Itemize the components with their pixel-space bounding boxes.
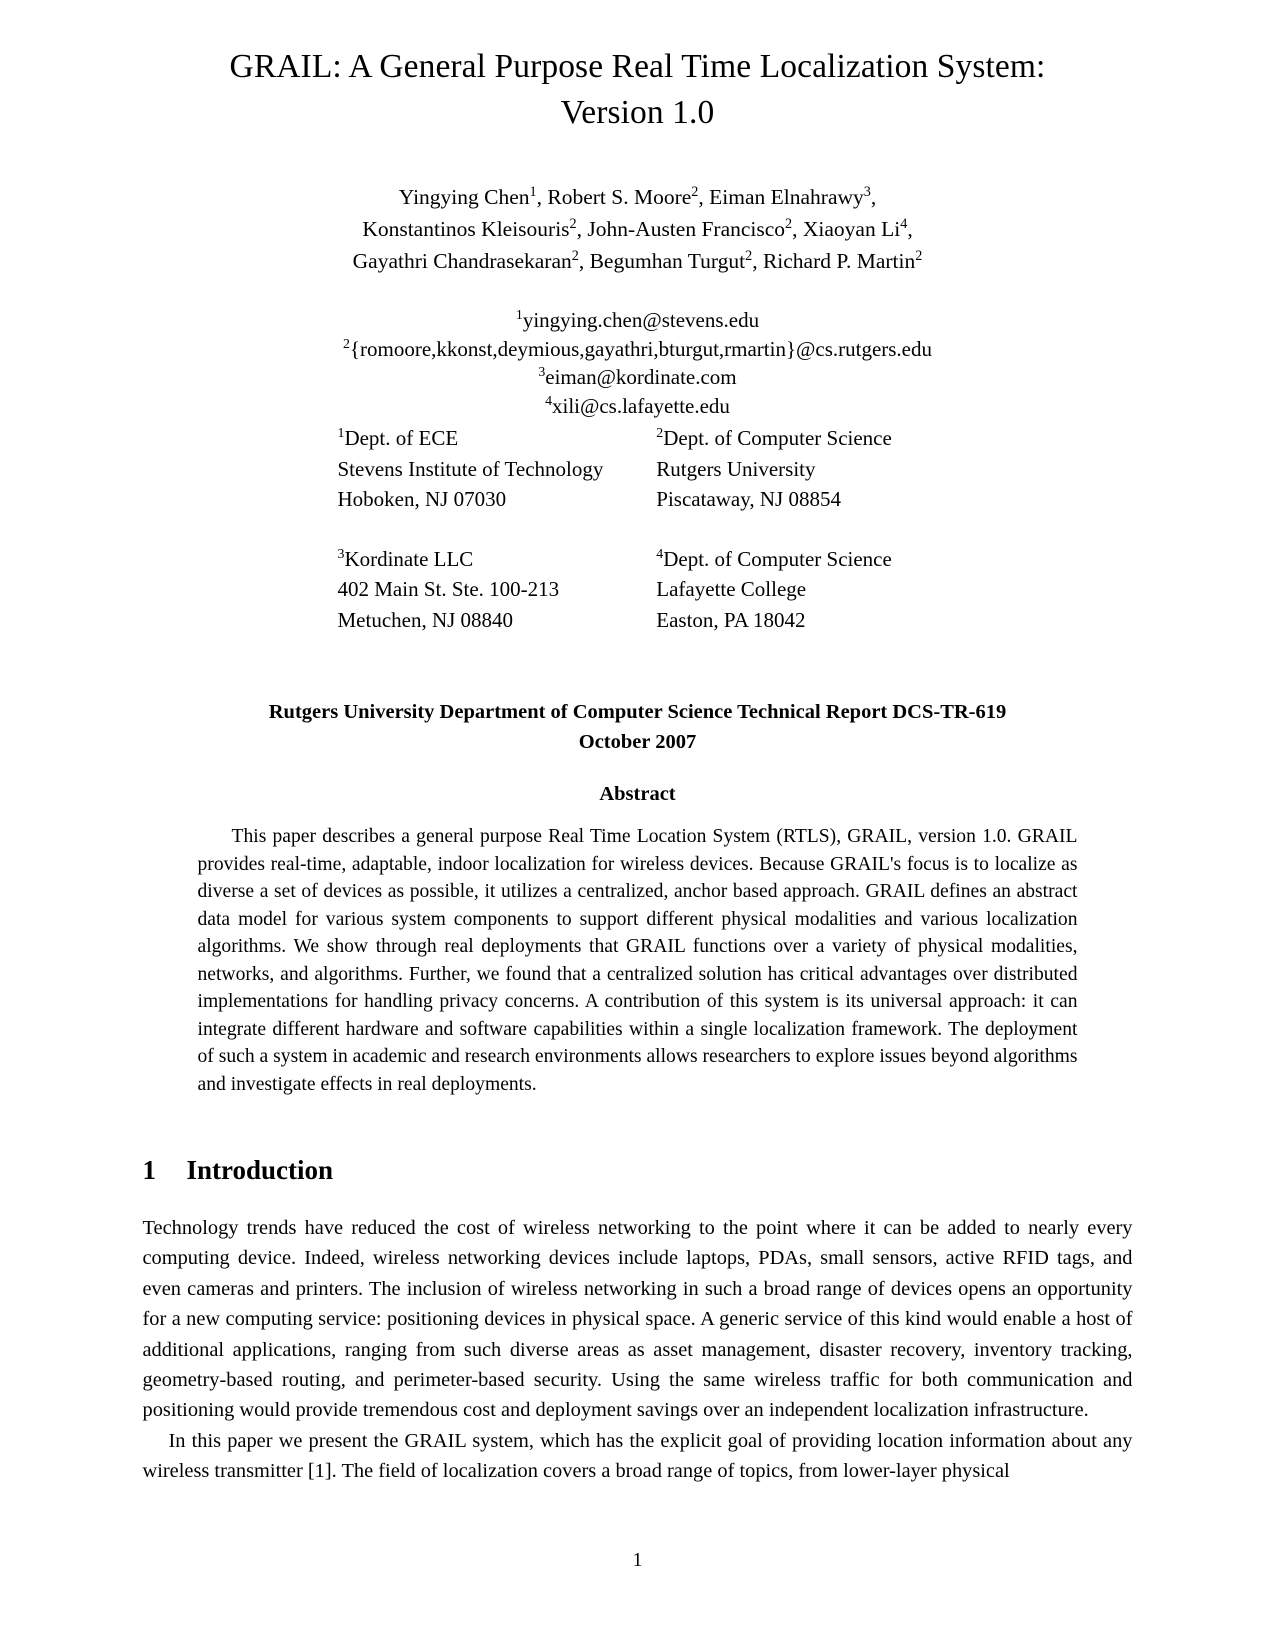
paragraph: Technology trends have reduced the cost of wireless networking to the point where it can be added to nearly every computing device. Indeed, wireless networking devices include laptops, PDAs, small sensors, active RFID tags, and even cameras and printers. The inclusion of wireless networking in such a broad range of devices opens an opportunity for a new computing service: positioning devices in physical space. A generic service of this kind would enable a host of additional applications, ranging from such diverse areas as asset management, disaster recovery, inventory tracking, geometry-based routing, and perimeter-based security. Using the same wireless traffic for both communication and positioning would provide tremendous cost and deployment savings over an independent localization infrastructure.	[142, 1217, 1133, 1422]
author-affiliation-marker: 2	[915, 247, 923, 264]
report-id: Rutgers University Department of Computer Science Technical Report DCS-TR-619	[268, 701, 1007, 723]
affiliation-row	[338, 423, 948, 515]
email-entry	[0, 363, 1275, 392]
email-entry	[0, 306, 1275, 335]
abstract-heading: Abstract	[599, 783, 676, 805]
abstract-body: This paper describes a general purpose Real Time Location System (RTLS), GRAIL, version 1.0. GRAIL provides real-time, adaptable, indoor localization for wireless devices. Because GRAIL's focus is to localize as diverse a set of devices as possible, it utilizes a centralized, anchor based approach. GRAIL defines an abstract data model for various system components to support different physical modalities and various localization algorithms. We show through real deployments that GRAIL functions over a variety of physical modalities, networks, and algorithms. Further, we found that a centralized solution has critical advantages over distributed implementations for handling privacy concerns. A contribution of this system is its universal approach: it can integrate different hardware and software capabilities within a single localization framework. The deployment of such a system in academic and research environments allows researchers to explore issues beyond algorithms and investigate effects in real deployments.	[197, 826, 1078, 1095]
affiliation-left	[338, 423, 657, 515]
affiliation-department: $^3$Kordinate LLC	[337, 545, 474, 571]
affiliation-department: $^2$Dept. of Computer Science	[656, 425, 892, 450]
section-heading-introduction	[143, 1153, 1133, 1187]
affiliation-institution: Lafayette College	[656, 577, 807, 601]
affiliation-marker: 2	[656, 425, 664, 440]
author-name: John-Austen Francisco	[587, 217, 786, 241]
affiliation-institution: Rutgers University	[656, 456, 816, 481]
author-name: Eiman Elnahrawy	[709, 185, 864, 209]
affiliation-department: $^4$Dept. of Computer Science	[656, 545, 892, 571]
author-row-2: Konstantinos Kleisouris$^2$, John-Austen Francisco$^2$, Xiaoyan Li$^4$,	[362, 215, 913, 241]
affiliation-department: $^1$Dept. of ECE	[337, 425, 459, 450]
email-address: eiman@kordinate.com	[545, 365, 737, 389]
affiliation-city: Piscataway, NJ 08854	[656, 487, 841, 511]
affiliation-left	[338, 544, 657, 636]
affiliation-city: Easton, PA 18042	[656, 607, 806, 632]
section-title: Introduction	[186, 1155, 334, 1185]
affiliation-city: Metuchen, NJ 08840	[337, 607, 514, 632]
email-list	[0, 306, 1275, 420]
author-name: Robert S. Moore	[547, 185, 692, 209]
affiliation-institution: Stevens Institute of Technology	[337, 456, 604, 481]
author-affiliation-marker: 3	[863, 183, 871, 200]
author-affiliation-marker: 2	[691, 183, 699, 200]
email-entry	[0, 335, 1275, 364]
author-affiliation-marker: 4	[900, 215, 908, 232]
affiliation-city: Hoboken, NJ 07030	[337, 487, 507, 511]
author-affiliation-marker: 2	[571, 247, 579, 264]
email-affiliation-marker: 2	[342, 335, 350, 351]
author-affiliation-marker: 2	[745, 247, 753, 264]
affiliation-block	[328, 423, 948, 635]
page-number: 1	[632, 1550, 643, 1571]
author-affiliation-marker: 1	[529, 183, 537, 200]
author-name: Yingying Chen	[398, 185, 530, 209]
affiliation-institution: 402 Main St. Ste. 100-213	[337, 577, 560, 601]
author-affiliation-marker: 2	[569, 215, 577, 232]
author-name: Gayathri Chandrasekaran	[352, 249, 572, 273]
body-column	[143, 1213, 1133, 1487]
page-title	[0, 0, 1275, 136]
email-address: {romoore,kkonst,deymious,gayathri,bturgut,rmartin}@cs.rutgers.edu	[349, 336, 933, 361]
email-affiliation-marker: 1	[515, 307, 523, 322]
affiliation-row	[338, 544, 948, 636]
author-list	[0, 181, 1275, 277]
email-entry	[0, 392, 1275, 421]
title-line-1: GRAIL: A General Purpose Real Time Localization System:	[229, 48, 1046, 85]
author-affiliation-marker: 2	[785, 215, 793, 232]
email-address: yingying.chen@stevens.edu	[522, 308, 760, 332]
affiliation-marker: 1	[337, 425, 345, 440]
report-date: October 2007	[578, 731, 697, 753]
section-number: 1	[142, 1155, 156, 1185]
paragraph: In this paper we present the GRAIL system, which has the explicit goal of providing location information about any wireless transmitter [1]. The field of localization covers a broad range of topics, from lower-layer physical	[142, 1429, 1133, 1483]
affiliation-marker: 4	[656, 545, 664, 561]
affiliation-right	[656, 544, 947, 636]
author-row-1: Yingying Chen$^1$, Robert S. Moore$^2$, Eiman Elnahrawy$^3$,	[398, 183, 877, 209]
author-name: Konstantinos Kleisouris	[362, 217, 570, 241]
author-name: Xiaoyan Li	[802, 217, 901, 241]
technical-report-line	[0, 697, 1275, 757]
email-address: xili@cs.lafayette.edu	[552, 393, 730, 418]
author-row-3: Gayathri Chandrasekaran$^2$, Begumhan Turgut$^2$, Richard P. Martin$^2$	[352, 247, 923, 273]
email-affiliation-marker: 4	[545, 392, 552, 408]
affiliation-marker: 3	[337, 545, 345, 561]
author-name: Begumhan Turgut	[589, 249, 746, 273]
author-name: Richard P. Martin	[762, 249, 916, 273]
title-line-2: Version 1.0	[560, 94, 715, 131]
affiliation-right	[656, 423, 947, 515]
email-affiliation-marker: 3	[538, 364, 546, 379]
